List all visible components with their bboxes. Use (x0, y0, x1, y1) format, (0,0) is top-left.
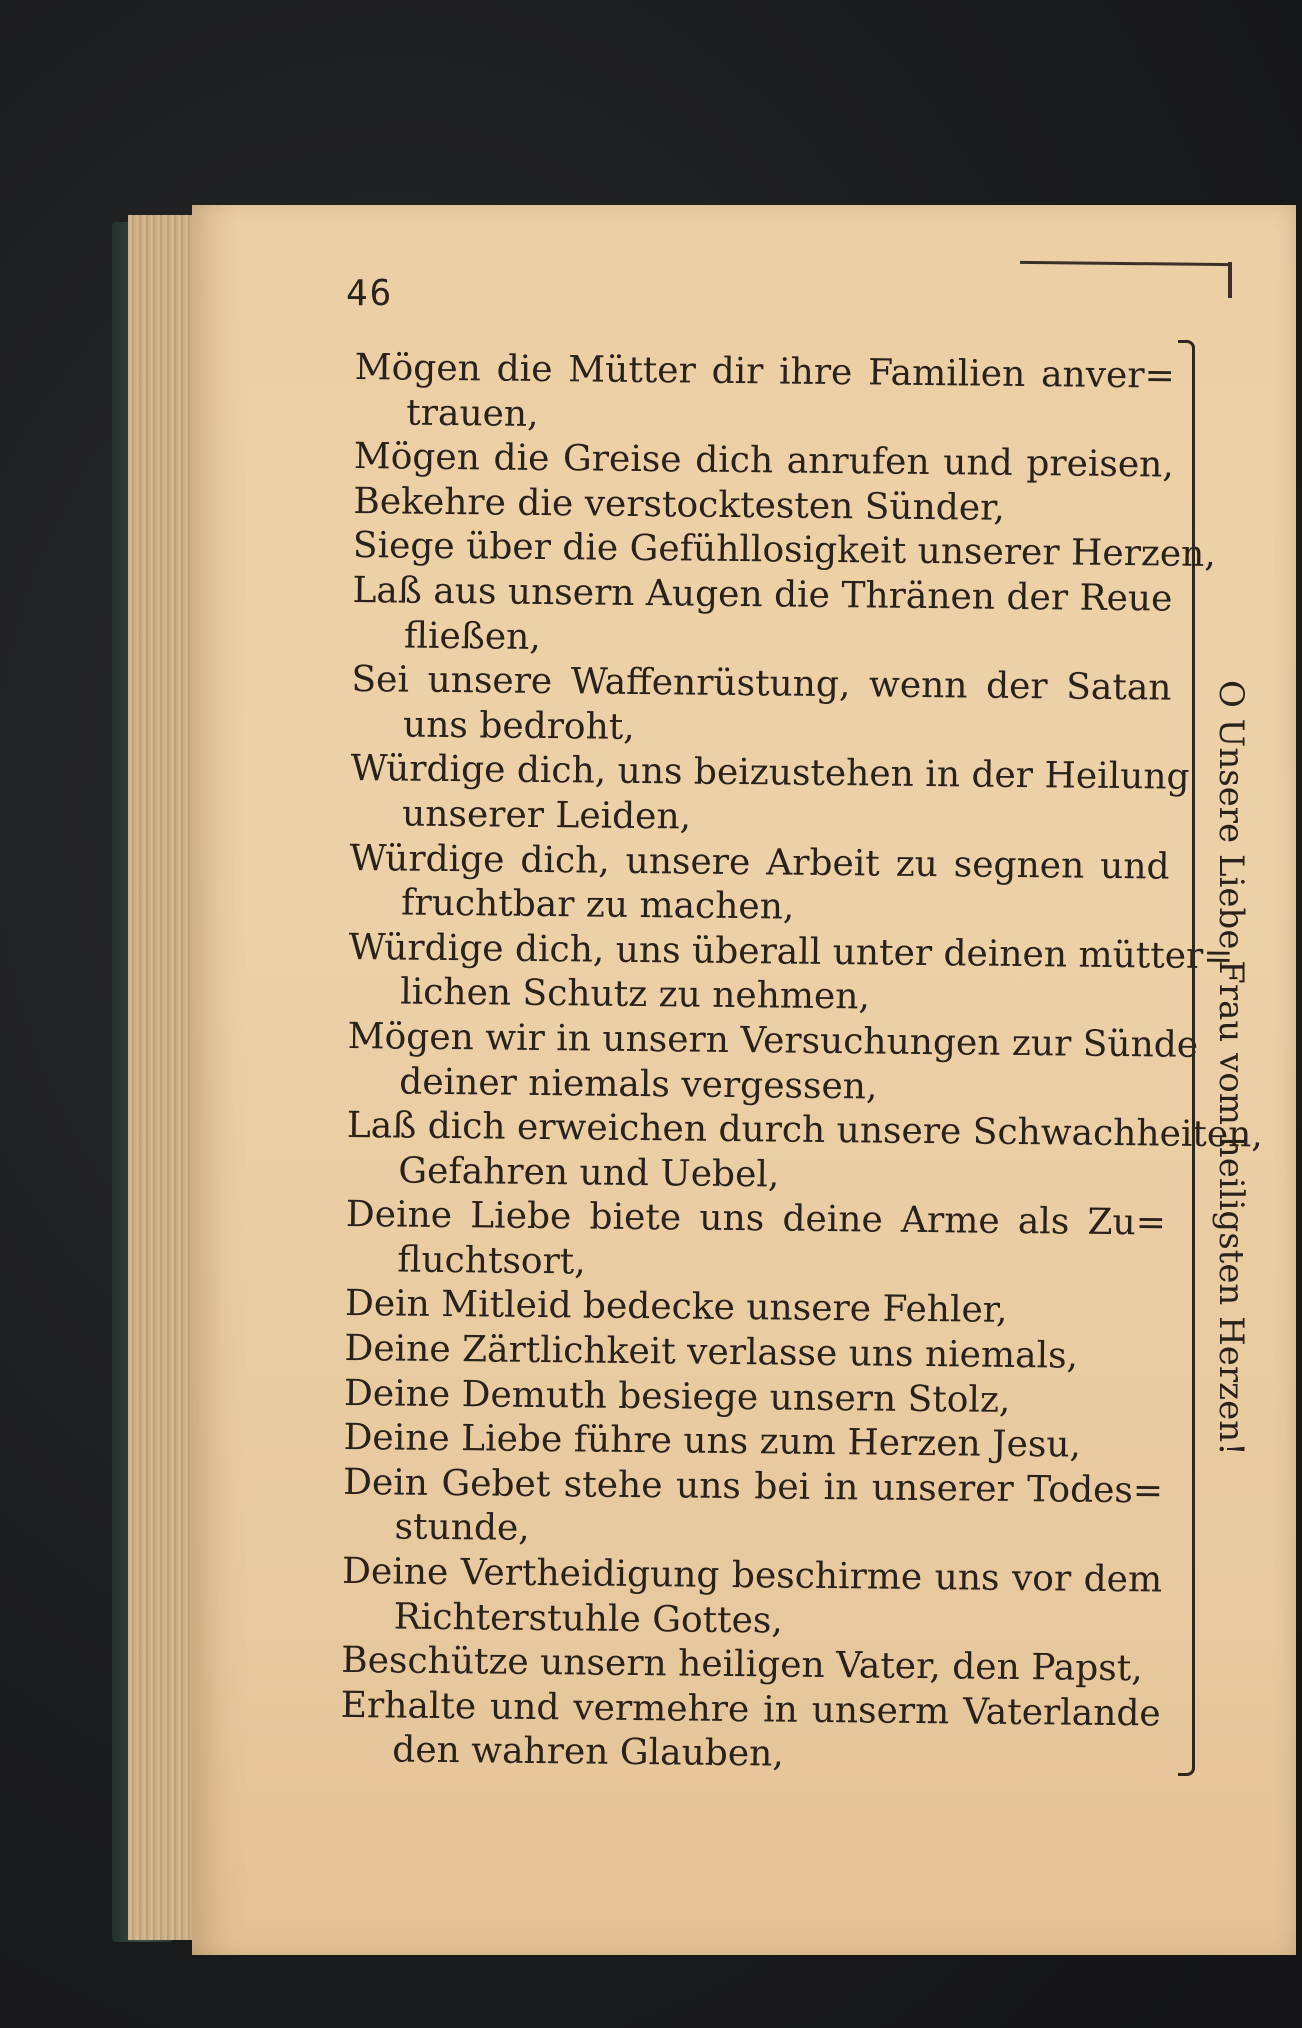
page-number: 46 (346, 273, 394, 314)
side-heading-container (1205, 680, 1265, 1480)
text-line: Bekehre die verstocktesten Sünder, (353, 480, 1006, 529)
text-line: Dein Gebet stehe uns bei in unserer Todes= (342, 1461, 1164, 1512)
text-line: Sei unsere Waffenrüstung, wenn der Satan (351, 659, 1172, 709)
text-line: Siege über die Gefühllosigkeit unserer Herzen, (352, 525, 1217, 576)
text-line: deiner niemals vergessen, (399, 1061, 878, 1108)
text-line: Deine Vertheidigung beschirme uns vor dem (341, 1550, 1163, 1601)
side-heading: O Unsere Liebe Frau vom heiligsten Herzen! (1211, 680, 1251, 1456)
text-line: Richterstuhle Gottes, (393, 1596, 783, 1642)
side-bracket (1178, 340, 1195, 1776)
text-line: den wahren Glauben, (392, 1729, 784, 1775)
text-line: Deine Demuth besiege unsern Stolz, (343, 1372, 1011, 1421)
text-line: Mögen die Greise dich anrufen und preisen, (353, 436, 1175, 486)
text-line: lichen Schutz zu nehmen, (400, 971, 871, 1018)
text-line: Deine Liebe führe uns zum Herzen Jesu, (343, 1417, 1082, 1466)
text-line: Laß aus unsern Augen die Thränen der Reue (352, 569, 1173, 620)
text-line: Mögen wir in unsern Versuchungen zur Sünde (347, 1015, 1199, 1066)
text-line: fließen, (403, 615, 541, 658)
header-rule-corner (1228, 262, 1232, 298)
text-line: Dein Mitleid bedecke unsere Fehler, (344, 1283, 1008, 1332)
text-line: Erhalte und vermehre in unserm Vaterlande (340, 1684, 1161, 1735)
text-line: fluchtsort, (397, 1239, 586, 1283)
text-line: uns bedroht, (402, 704, 635, 748)
text-line: Mögen die Mütter dir ihre Familien anver= (354, 346, 1175, 397)
text-line: Deine Zärtlichkeit verlasse uns niemals, (344, 1328, 1079, 1377)
text-line: Laß dich erweichen durch unsere Schwachheiten, (346, 1105, 1264, 1156)
text-line: fruchtbar zu machen, (400, 882, 795, 928)
text-line: Würdige dich, uns beizustehen in der Heilung (350, 748, 1190, 799)
text-line: Würdige dich, uns überall unter deinen mütter= (348, 926, 1234, 977)
text-line: Beschütze unsern heiligen Vater, den Papst, (341, 1640, 1143, 1690)
text-line: trauen, (406, 392, 539, 435)
text-line: stunde, (394, 1506, 530, 1550)
text-line: unserer Leiden, (401, 793, 692, 838)
text-line: Würdige dich, unsere Arbeit zu segnen und (349, 837, 1170, 888)
text-line: Deine Liebe biete uns deine Arme als Zu= (345, 1194, 1167, 1244)
text-line: Gefahren und Uebel, (398, 1150, 780, 1196)
